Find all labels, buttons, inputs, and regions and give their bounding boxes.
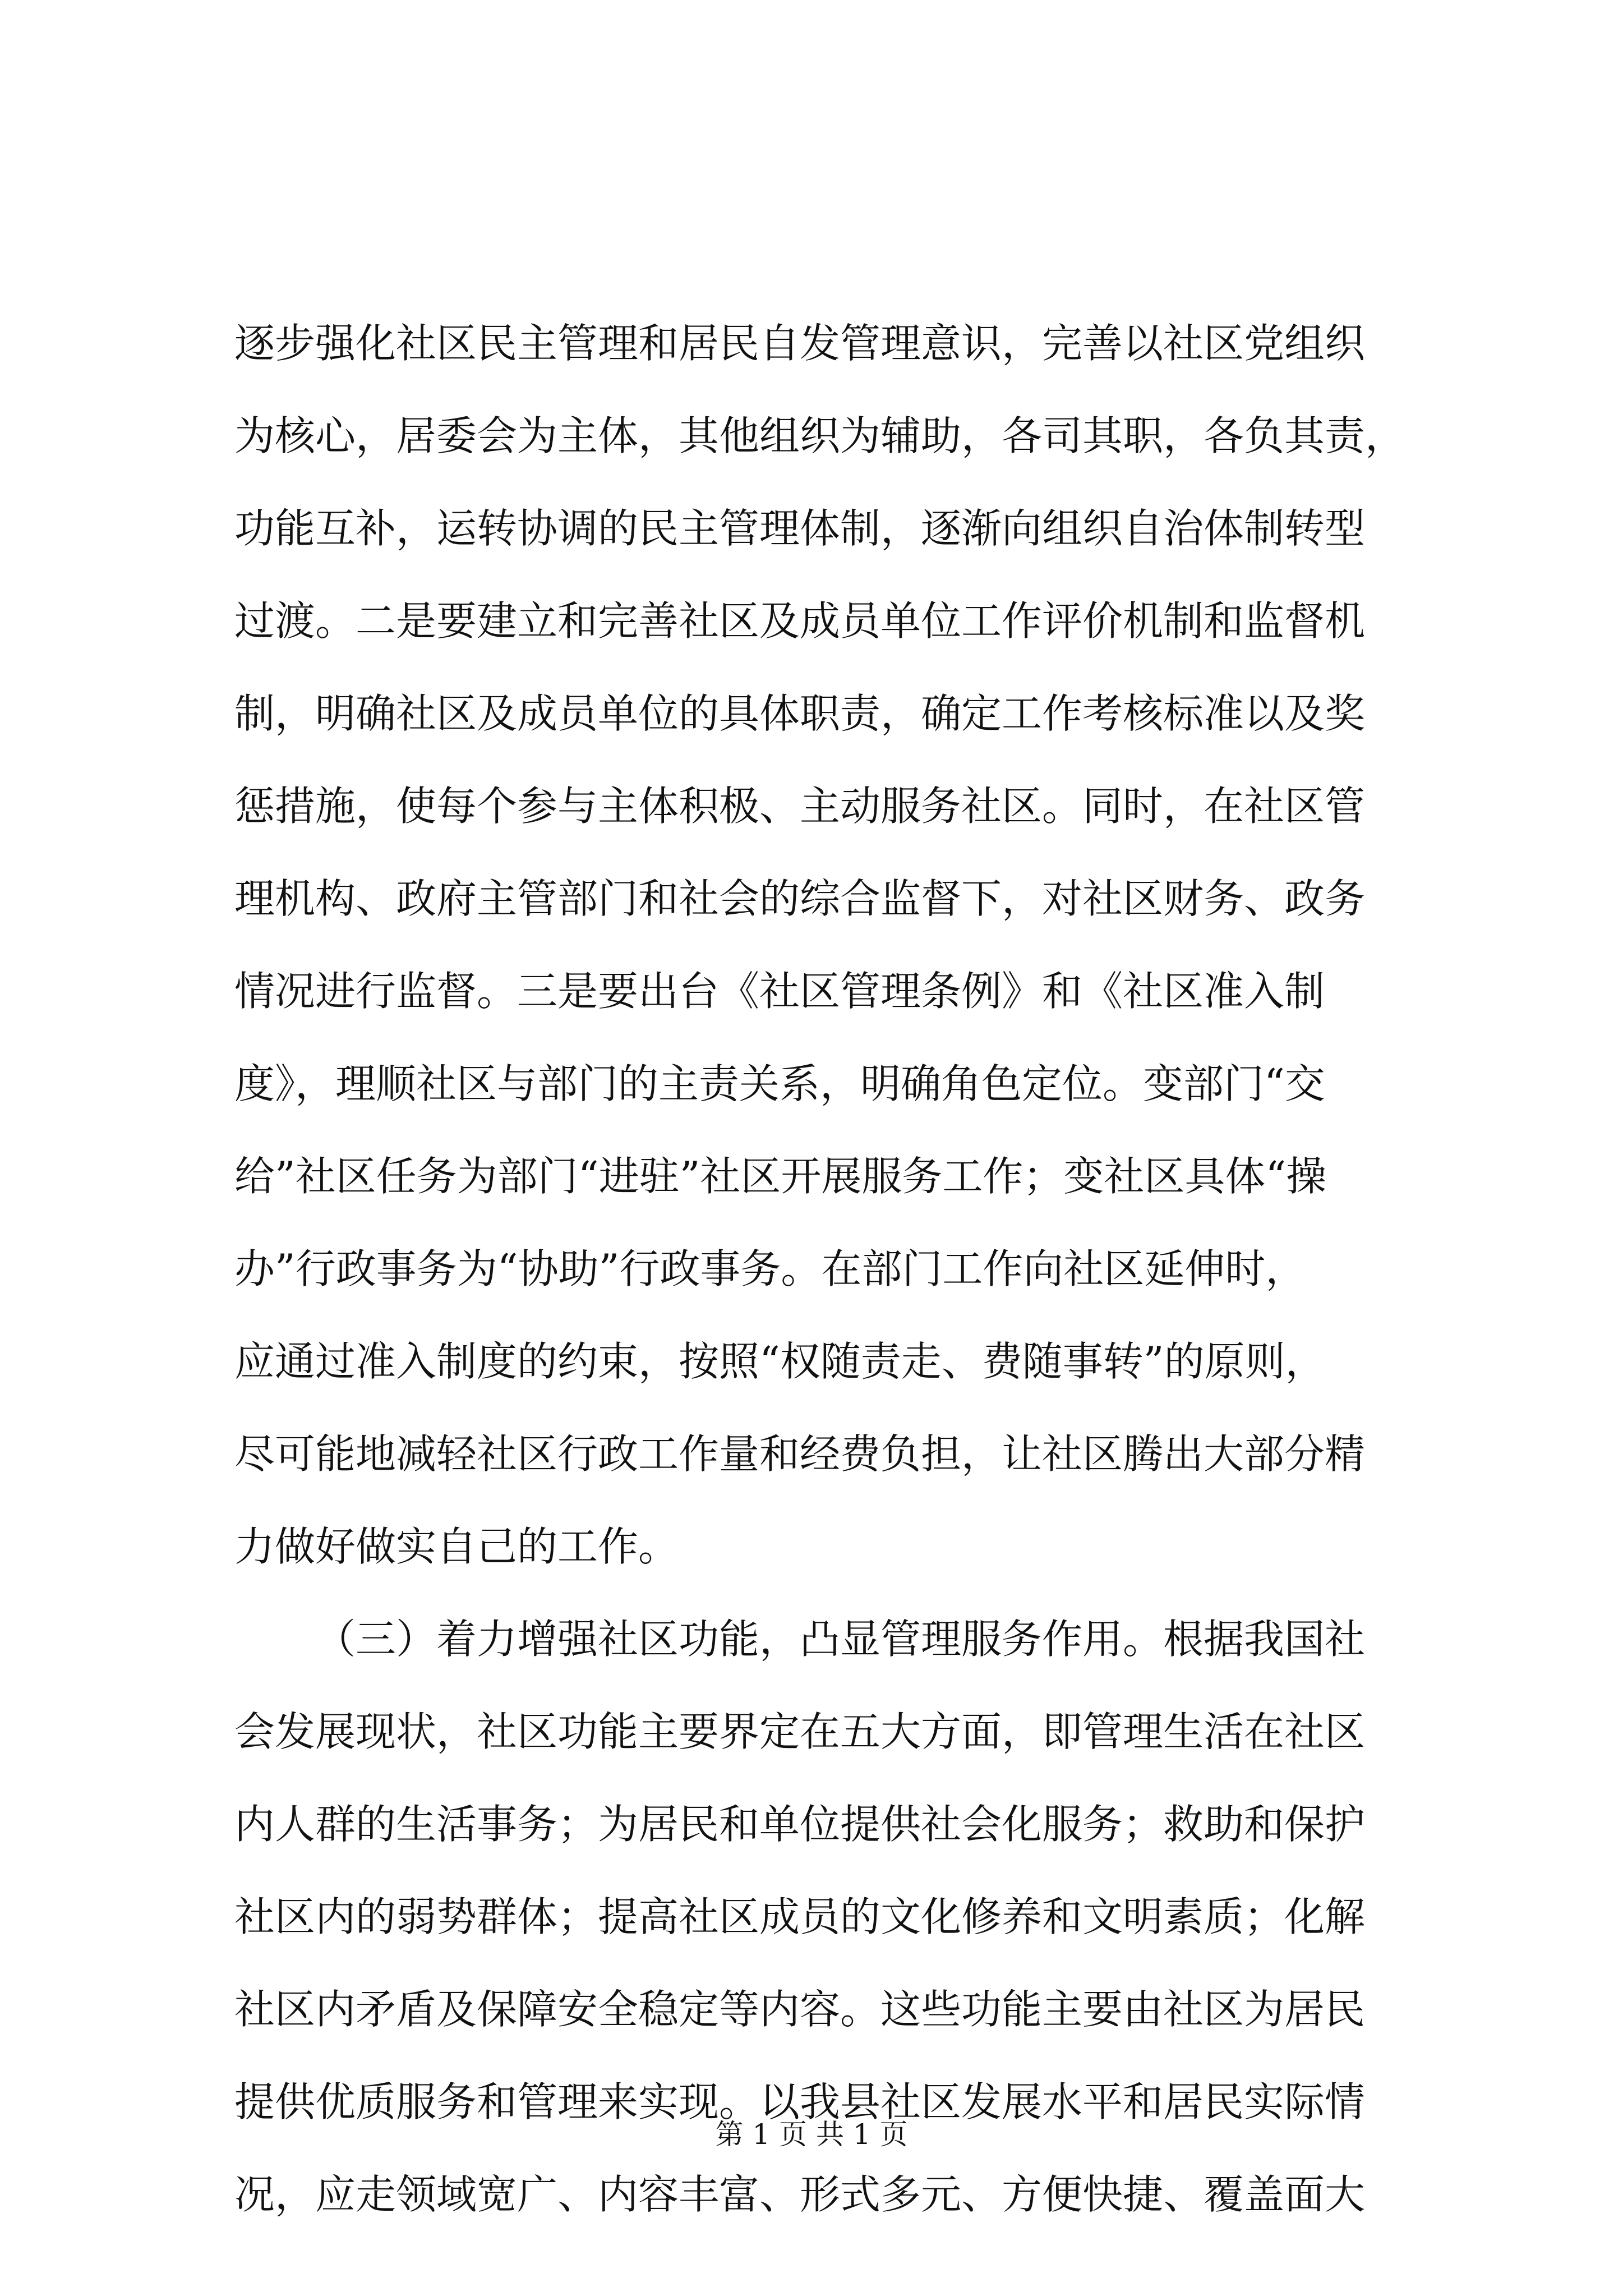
text-line: 况，应走领域宽广、内容丰富、形式多元、方便快捷、覆盖面大 [234,2171,1366,2218]
text-line: 度》，理顺社区与部门的主责关系，明确角色定位。变部门“交 [234,1060,1325,1107]
document-body [234,297,1412,2241]
text-line: 社区内的弱势群体；提高社区成员的文化修养和文明素质；化解 [234,1893,1366,1940]
text-line: 应通过准入制度的约束，按照“权随责走、费随事转”的原则， [234,1338,1326,1385]
text-line: 制，明确社区及成员单位的具体职责，确定工作考核标准以及奖 [234,690,1366,737]
text-line: 逐步强化社区民主管理和居民自发管理意识，完善以社区党组织 [234,320,1366,367]
text-line: 办”行政事务为“协助”行政事务。在部门工作向社区延伸时， [234,1245,1306,1292]
page-footer: 第 1 页 共 1 页 [715,2118,908,2151]
text-line: 为核心，居委会为主体，其他组织为辅助，各司其职，各负其责， [234,412,1406,459]
text-line: 社区内矛盾及保障安全稳定等内容。这些功能主要由社区为居民 [234,1986,1366,2033]
text-line: （三）着力增强社区功能，凸显管理服务作用。根据我国社 [315,1616,1366,1663]
text-line: 功能互补，运转协调的民主管理体制，逐渐向组织自治体制转型 [234,505,1366,552]
text-line: 惩措施，使每个参与主体积极、主动服务社区。同时，在社区管 [234,783,1366,830]
text-line: 力做好做实自己的工作。 [234,1523,679,1570]
text-line: 过渡。二是要建立和完善社区及成员单位工作评价机制和监督机 [234,597,1366,645]
text-line: 理机构、政府主管部门和社会的综合监督下，对社区财务、政务 [234,875,1366,922]
text-line: 提供优质服务和管理来实现。以我县社区发展水平和居民实际情 [234,2078,1366,2125]
text-line: 尽可能地减轻社区行政工作量和经费负担，让社区腾出大部分精 [234,1430,1366,1478]
text-line: 内人群的生活事务；为居民和单位提供社会化服务；救助和保护 [234,1801,1366,1848]
text-line: 会发展现状，社区功能主要界定在五大方面，即管理生活在社区 [234,1708,1366,1755]
text-line: 情况进行监督。三是要出台《社区管理条例》和《社区准入制 [234,968,1325,1015]
text-line: 给”社区任务为部门“进驻”社区开展服务工作；变社区具体“操 [234,1153,1327,1200]
